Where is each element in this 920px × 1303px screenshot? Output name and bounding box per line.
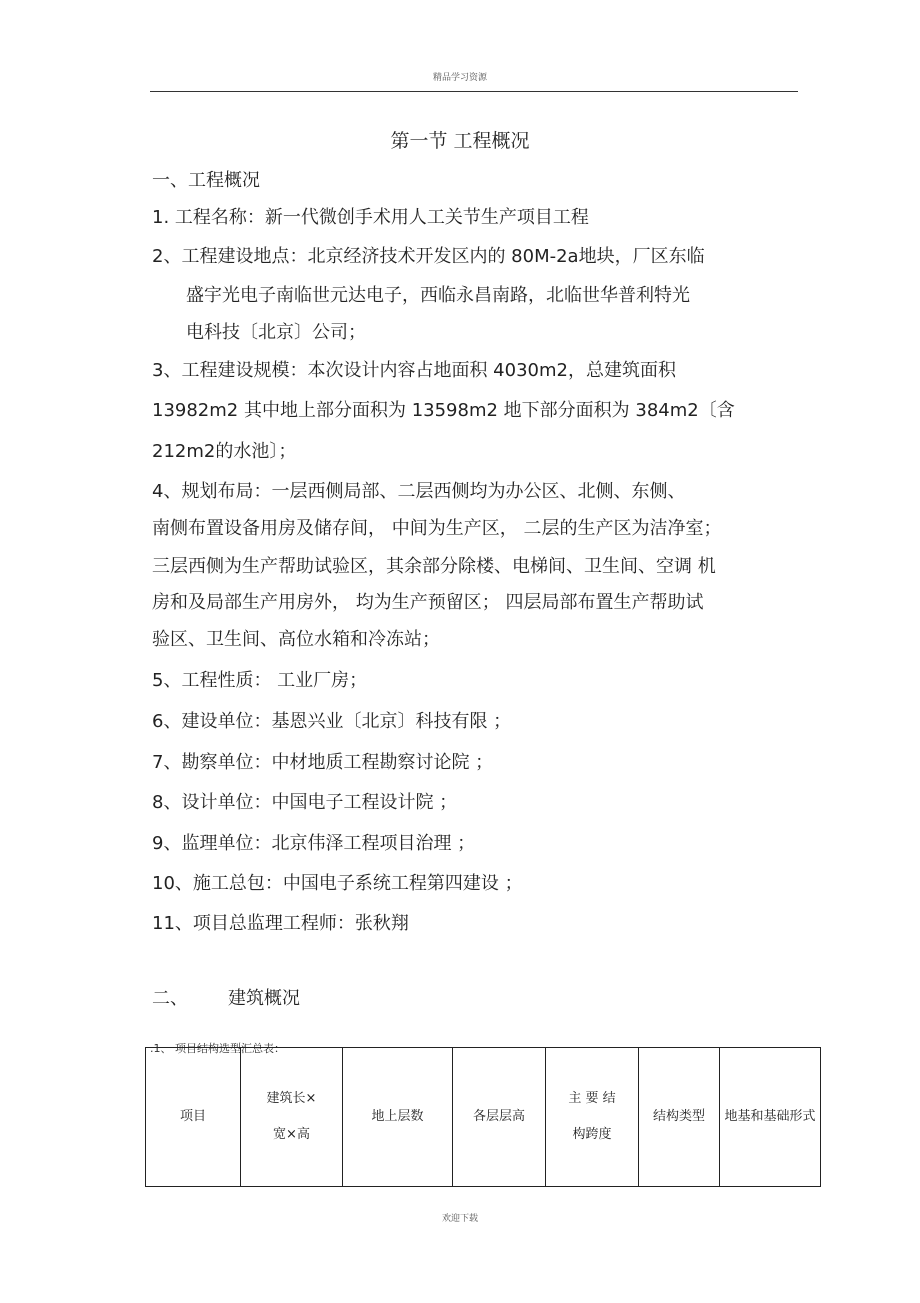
- item-line: 4、规划布局：一层西侧局部、二层西侧均为办公区、北侧、东侧、: [152, 481, 686, 502]
- page-footer: 欢迎下载: [441, 1214, 478, 1224]
- item-line: 212m2的水池〕；: [152, 441, 297, 462]
- part2-heading: 二、 建筑概况: [152, 988, 301, 1009]
- col-floors-above: 地上层数: [343, 1048, 453, 1187]
- item-line: 验区、卫生间、高位水箱和冷冻站；: [152, 629, 440, 650]
- table-caption: .1、 项目结构选型汇总表：: [150, 1042, 285, 1055]
- col-floor-height: 各层层高: [453, 1048, 546, 1187]
- item-line: 6、建设单位：基恩兴业〔北京〕科技有限 ；: [152, 711, 512, 732]
- col-dimensions: 建筑长× 宽×高: [241, 1048, 343, 1187]
- item-line: 9、监理单位：北京伟泽工程项目治理 ；: [152, 833, 476, 854]
- item-line: 房和及局部生产用房外， 均为生产预留区； 四层局部布置生产帮助试: [152, 592, 704, 613]
- item-line: 南侧布置设备用房及储存间， 中间为生产区， 二层的生产区为洁净室；: [152, 518, 722, 539]
- item-line: 电科技〔北京〕公司；: [186, 322, 366, 343]
- item-line: 11、项目总监理工程师：张秋翔: [152, 913, 409, 934]
- item-line: 13982m2 其中地上部分面积为 13598m2 地下部分面积为 384m2〔含: [152, 400, 735, 421]
- part1-heading: 一、工程概况: [152, 170, 260, 191]
- col-foundation-type: 地基和基础形式: [720, 1048, 821, 1187]
- item-line: 2、工程建设地点：北京经济技术开发区内的 80M-2a地块，厂区东临: [152, 246, 705, 267]
- header-divider: [150, 91, 798, 92]
- item-line: 1. 工程名称：新一代微创手术用人工关节生产项目工程: [152, 207, 589, 228]
- item-line: 3、工程建设规模：本次设计内容占地面积 4030m2，总建筑面积: [152, 360, 676, 381]
- item-line: 10、施工总包：中国电子系统工程第四建设 ；: [152, 873, 523, 894]
- item-line: 7、勘察单位：中材地质工程勘察讨论院 ；: [152, 752, 494, 773]
- item-line: 8、设计单位：中国电子工程设计院 ；: [152, 792, 458, 813]
- section-title: 第一节 工程概况: [390, 130, 530, 152]
- col-item: 项目: [146, 1048, 241, 1187]
- col-main-span: 主 要 结 构跨度: [546, 1048, 639, 1187]
- item-line: 三层西侧为生产帮助试验区，其余部分除楼、电梯间、卫生间、空调 机: [152, 556, 716, 577]
- item-line: 盛宇光电子南临世元达电子，西临永昌南路，北临世华普利特光: [186, 285, 690, 306]
- item-line: 5、工程性质： 工业厂房；: [152, 670, 368, 691]
- page-header: 精品学习资源: [432, 73, 487, 83]
- col-structure-type: 结构类型: [639, 1048, 720, 1187]
- table-header-row: [146, 1048, 821, 1187]
- structure-summary-table: [145, 1047, 821, 1187]
